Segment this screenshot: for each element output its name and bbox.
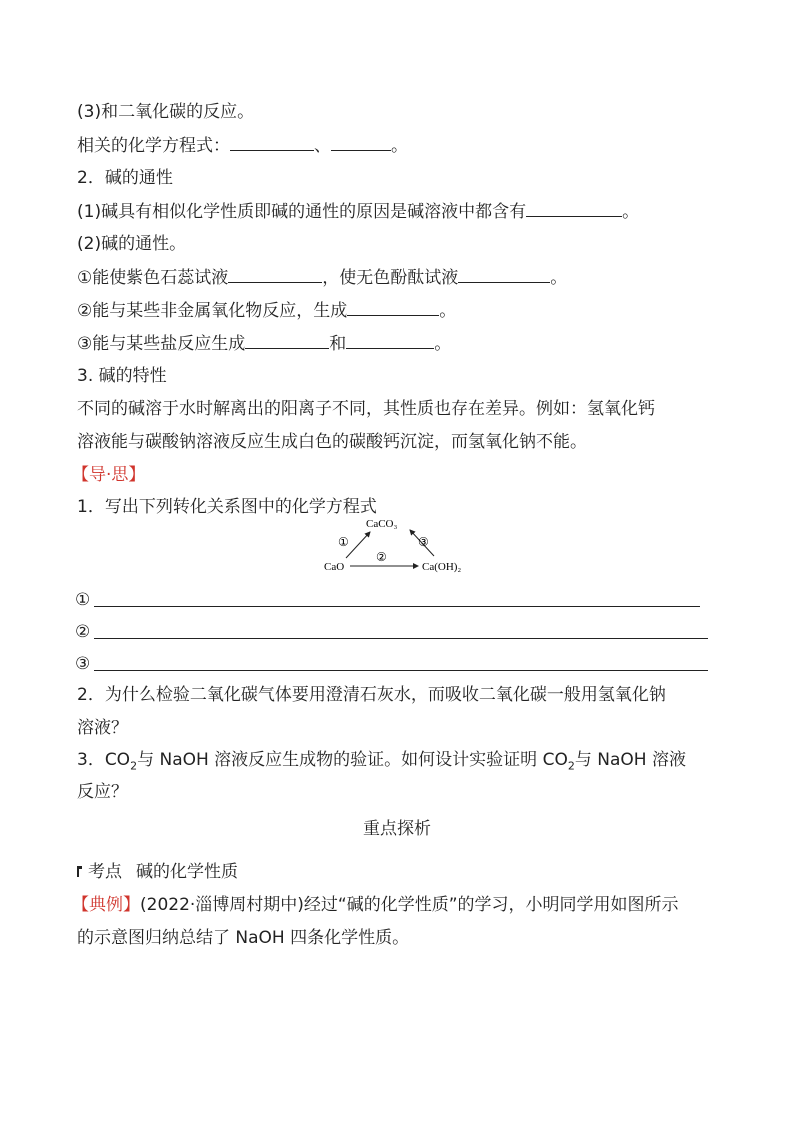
q3-equation-label: 相关的化学方程式： (77, 136, 230, 156)
blank[interactable] (228, 267, 322, 283)
answer-line[interactable] (94, 605, 700, 607)
answer-line[interactable] (94, 669, 708, 671)
diagram-num-1: ① (338, 535, 349, 549)
q3-equation-line: 相关的化学方程式： 、 。 (77, 136, 408, 156)
answer-label: ① (75, 590, 91, 610)
section-heading: 3. 碱的特性 (77, 366, 167, 386)
diagram-right-label: Ca(OH)₂ (422, 561, 462, 573)
q3-reaction: (3)和二氧化碳的反应。 (77, 102, 255, 122)
blank[interactable] (230, 135, 314, 151)
blank[interactable] (331, 135, 391, 151)
question: 2．为什么检验二氧化碳气体要用澄清石灰水，而吸收二氧化碳一般用氢氧化钠 (77, 685, 666, 705)
question: 反应？ (77, 782, 128, 802)
paragraph: 不同的碱溶于水时解离出的阳离子不同，其性质也存在差异。例如：氢氧化钙 (77, 399, 655, 419)
answer-label: ③ (75, 654, 91, 674)
answer-label: ② (75, 622, 91, 642)
diagram-num-3: ③ (418, 535, 429, 549)
conversion-diagram (318, 512, 478, 576)
blank[interactable] (347, 300, 439, 316)
paragraph: 的示意图归纳总结了 NaOH 四条化学性质。 (77, 928, 410, 948)
question: 3．$CO_2$与 NaOH 溶液反应生成物的验证。如何设计实验证明 $CO_2$与 NaOH 溶液 (77, 750, 686, 773)
diagram-num-2: ② (376, 550, 387, 564)
paragraph: (2)碱的通性。 (77, 234, 187, 254)
question: 1．写出下列转化关系图中的化学方程式 (77, 497, 377, 517)
section-heading: 2．碱的通性 (77, 168, 173, 188)
paragraph: (1)碱具有相似化学性质即碱的通性的原因是碱溶液中都含有 。 (77, 202, 640, 222)
arrow-1 (346, 532, 370, 558)
example-tag: 【典例】 (72, 895, 140, 915)
list-item: ①能使紫色石蕊试液 ，使无色酚酞试液 。 (77, 268, 568, 288)
blank[interactable] (245, 333, 329, 349)
list-item: ②能与某些非金属氧化物反应，生成 。 (77, 301, 457, 321)
diagram-left-label: CaO (324, 561, 345, 573)
diagram-top-label: CaCO₃ (366, 518, 398, 530)
blank[interactable] (458, 267, 550, 283)
blank[interactable] (526, 201, 622, 217)
guide-tag: 【导·思】 (72, 465, 146, 485)
question: 溶液？ (77, 718, 128, 738)
section-title: 重点探析 (363, 819, 431, 839)
paragraph: 溶液能与碳酸钠溶液反应生成白色的碳酸钙沉淀，而氢氧化钠不能。 (77, 432, 587, 452)
kaodian-line: 考点 碱的化学性质 (88, 862, 238, 882)
list-item: ③能与某些盐反应生成 和 。 (77, 334, 452, 354)
marker-icon (77, 866, 82, 877)
blank[interactable] (346, 333, 434, 349)
example-line: 【典例】(2022·淄博周村期中)经过“碱的化学性质”的学习，小明同学用如图所示 (72, 895, 679, 915)
answer-line[interactable] (94, 637, 708, 639)
